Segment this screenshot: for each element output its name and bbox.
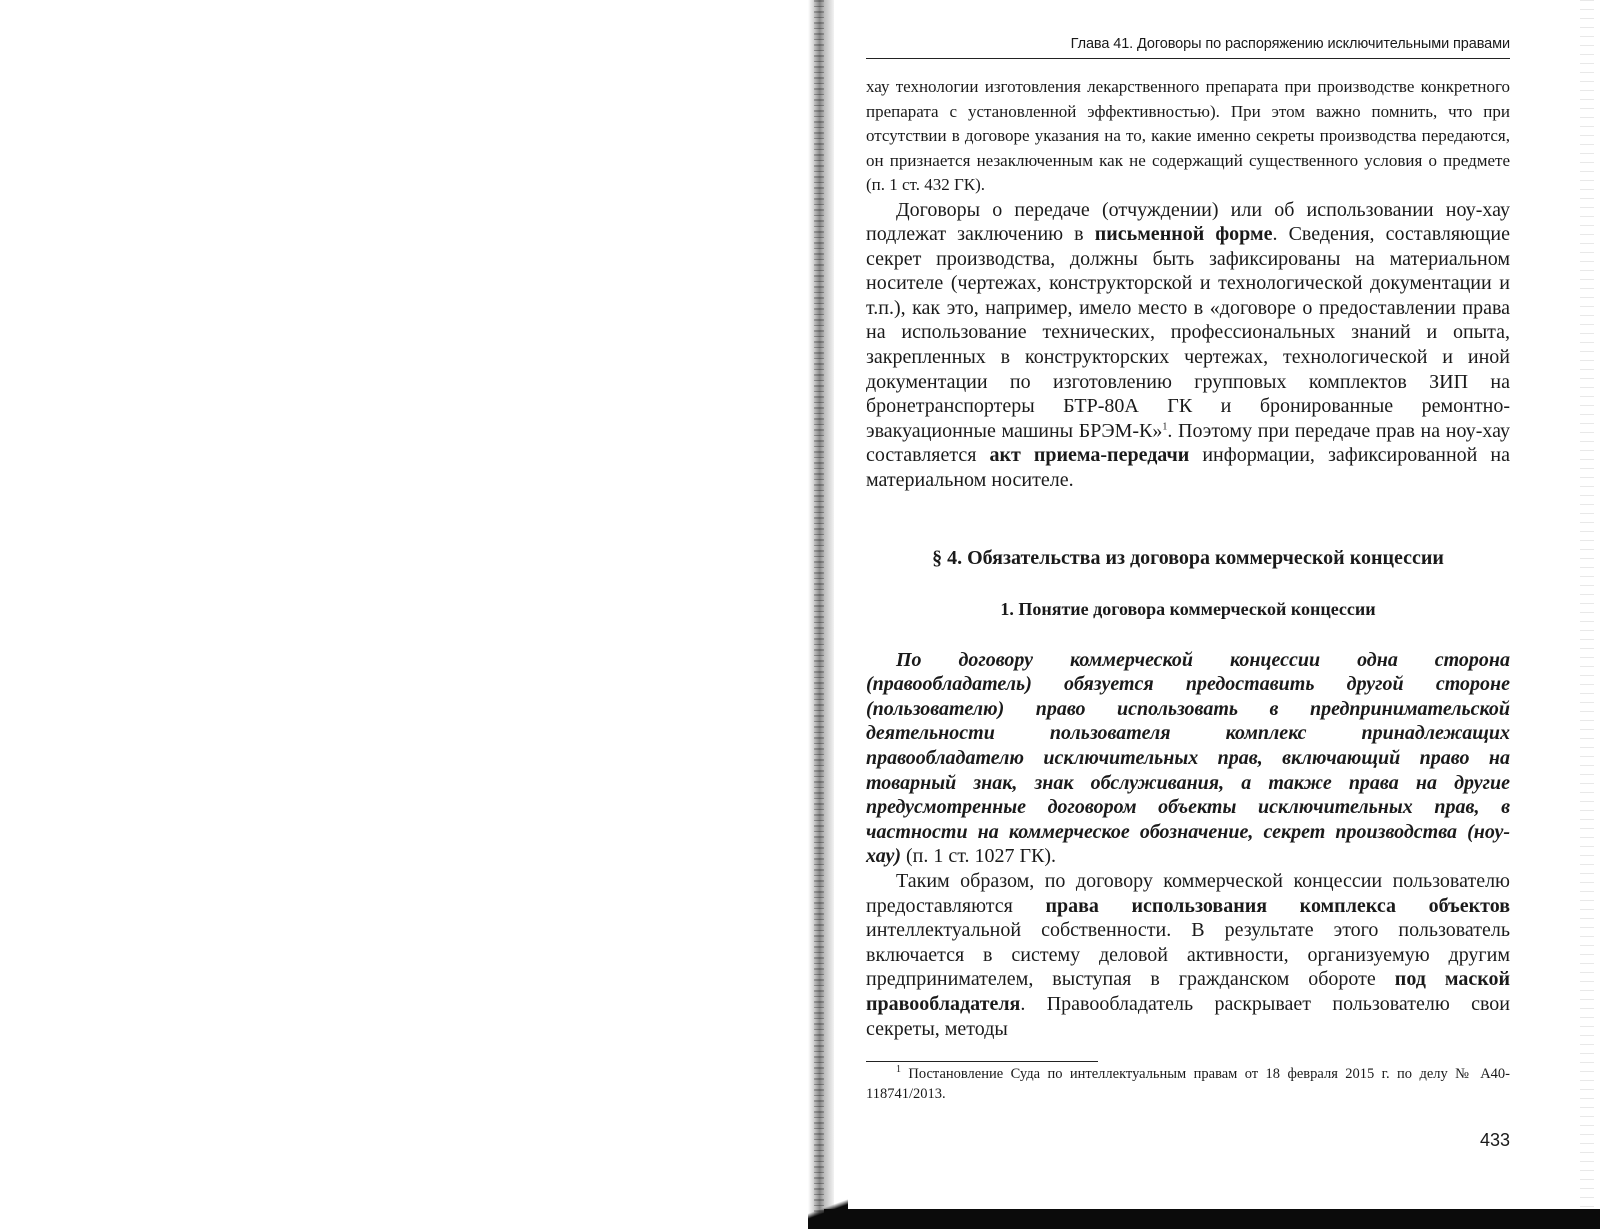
scan-bottom-border — [824, 1209, 1600, 1229]
footnote-text: Постановление Суда по интеллектуальным правам от 18 февраля 2015 г. по делу № А40-118741/2013. — [866, 1066, 1510, 1103]
definition-reference: (п. 1 ст. 1027 ГК). — [901, 845, 1057, 868]
definition-text: По договору коммерческой концессии одна сторона (правообладатель) обязуется предоставить другой стороне (пользователю) право использовать в предпринимательской деятельности пользователя комплекс принадлежащих правообладателю исключительных прав, включающий право на товарный знак, знак обслуживания, а также права на другие предусмотренные договором объекты исключительных прав, в частности на коммерческое обозначение, секрет производства (ноу-хау) — [866, 648, 1510, 868]
paragraph-consequences: Таким образом, по договору коммерческой концессии пользователю предоставляются права использования комплекса объектов интеллектуальной собственности. В результате этого пользователь включается в систему деловой активности, организуемую другим предпринимателем, выступая в гражданском обороте под маской правообладателя. Правообладатель раскрывает пользователю свои секреты, методы — [866, 869, 1511, 1040]
page-edge-shadow — [1580, 0, 1594, 1229]
footnote — [866, 1064, 1510, 1104]
bold-term-transfer-act: акт приема-передачи — [989, 444, 1190, 467]
section-title: § 4. Обязательства из договора коммерческой концессии — [932, 546, 1444, 569]
running-head: Глава 41. Договоры по распоряжению исключительными правами — [866, 36, 1510, 59]
paragraph-definition — [866, 648, 1510, 869]
paragraph-continuation: хау технологии изготовления лекарственного препарата при производстве конкретного препарата с установленной эффективностью). При этом важно помнить, что при отсутствии в договоре указания на то, какие именно секреты производства передаются, он признается незаключенным как не содержащий существенного условия о предмете (п. 1 ст. 432 ГК). — [866, 77, 1510, 194]
paragraph-written-form: Договоры о передаче (отчуждении) или об использовании ноу-хау подлежат заключению в письменной форме. Сведения, составляющие секрет производства, должны быть зафиксированы на материальном носителе (чертежах, конструкторской и технологической документации и т.п.), как это, например, имело место в «договоре о предоставлении права на использование технических, профессиональных знаний и опыта, закрепленных в конструкторских чертежах, технологической и иной документации по изготовлению групповых комплектов ЗИП на бронетранспортеры БТР-80А ГК и бронированные ремонтно-эвакуационные машины БРЭМ-К»$^1$. Поэтому при передаче прав на ноу-хау составляется акт приема-передачи информации, зафиксированной на материальном носителе. — [866, 198, 1510, 492]
bold-term-rights-complex: права использования комплекса объектов — [1045, 894, 1510, 917]
bold-term-mask: под маской правообладателя — [866, 968, 1511, 1015]
bold-term-written-form: письменной форме — [1094, 223, 1273, 246]
footnote-number: 1 — [896, 1064, 901, 1076]
footnote-ref: 1 — [1162, 421, 1168, 433]
page-number: 433 — [1479, 1130, 1510, 1151]
footnote-divider — [866, 1061, 1098, 1062]
subsection-title: 1. Понятие договора коммерческой концессии — [1000, 598, 1376, 619]
book-gutter — [808, 0, 834, 1229]
book-page — [866, 36, 1510, 1151]
